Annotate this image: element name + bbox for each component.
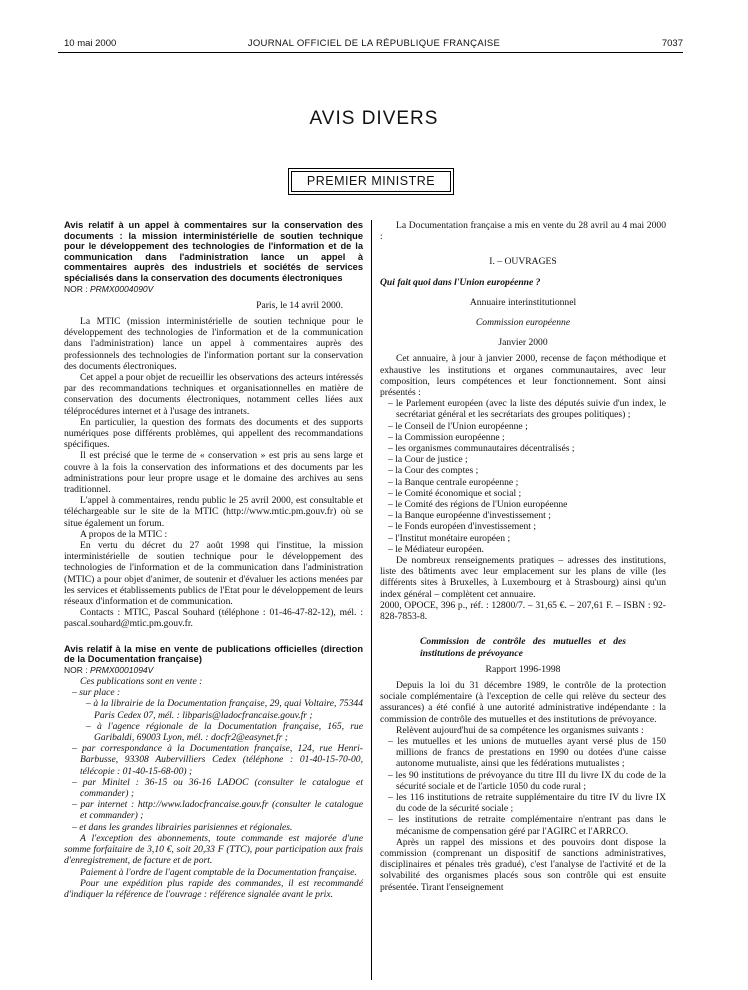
list-item: – l'Institut monétaire européen ; xyxy=(388,532,511,544)
article-2-para: A l'exception des abonnements, toute commande est majorée d'une somme forfaitaire de 3,10 €, soit 20,33 F (TTC), pour participation aux frais d'enregistrement, de facture et de port. xyxy=(64,832,363,867)
article-1-para: L'appel à commentaires, rendu public le 25 avril 2000, est consultable et téléchargeable sur le site de la MTIC (http://www.mtic.pm.gouv.fr) où se situe également un forum. xyxy=(64,495,363,529)
article-1-para: En vertu du décret du 27 août 1998 qui l'institue, la mission interministérielle de soutien technique pour le développement des technologies de l'information et de la communication dans l'administration (MTIC) a pour objet d'animer, de soutenir et d'évaluer les actions menées par les services et établissements publics de l'Etat pour le développement de leurs réseaux d'information et de communication. xyxy=(64,540,363,608)
article-2-para: Pour une expédition plus rapide des commandes, il est recommandé d'indiquer la référence de l'ouvrage : référence signalée avant le prix. xyxy=(64,877,363,900)
book-date: Janvier 2000 xyxy=(498,337,548,349)
article-2-intro: Ces publications sont en vente : xyxy=(80,676,203,688)
article-1-para: En particulier, la question des formats des documents et des supports numériques pose différents problèmes, qui appellent des recommandations spécifiques. xyxy=(64,416,363,451)
sales-intro: La Documentation française a mis en vente du 28 avril au 4 mai 2000 : xyxy=(380,220,666,243)
report-para: Après un rappel des missions et des pouvoirs dont dispose la commission (comprenant un dispositif de sanctions administratives, disciplinaires et pénales très gradué), c'est l'analyse de l'activité et de la solvabilité des organismes placés sous son contrôle qui est ensuite présentée. Tirant l'enseignement xyxy=(380,836,666,893)
list-item: – par correspondance à la Documentation française, 124, rue Henri-Barbusse, 93308 Aubervilliers Cedex (téléphone : 01-40-15-70-00, télécopie : 01-40-15-68-00) ; xyxy=(72,743,363,777)
list-item: – la Commission européenne ; xyxy=(388,431,505,443)
list-item: – sur place : xyxy=(72,687,121,699)
header-journal-title: JOURNAL OFFICIEL DE LA RÉPUBLIQUE FRANÇAISE xyxy=(247,38,501,49)
list-item: – les 90 institutions de prévoyance du titre III du livre IX du code de la sécurité sociale et de l'article 1050 du code rural ; xyxy=(388,769,666,792)
book-subtitle: Annuaire interinstitutionnel xyxy=(469,296,577,308)
left-column xyxy=(64,220,363,900)
book-title: Qui fait quoi dans l'Union européenne ? xyxy=(380,276,541,288)
book-publisher: Commission européenne xyxy=(475,317,571,329)
ministry-box xyxy=(288,168,454,195)
list-item: – les organismes communautaires décentralisés ; xyxy=(388,443,575,455)
article-1-para: La MTIC (mission interministérielle de soutien technique pour le développement des technologies de l'information et de la communication dans l'administration) lance un appel à commentaires auprès des professionnels des technologies de l'information portant sur la conservation des documents électroniques. xyxy=(64,315,363,372)
list-item: – la Cour de justice ; xyxy=(388,454,468,466)
article-1-contacts: Contacts : MTIC, Pascal Souhard (téléphone : 01-46-47-82-12), mél. : pascal.souhard@mtic.pm.gouv.fr. xyxy=(64,607,363,630)
list-item: – et dans les grandes librairies parisiennes et régionales. xyxy=(72,821,293,833)
section-heading-ouvrages: I. – OUVRAGES xyxy=(489,256,557,268)
nor-code: PRMX0001094V xyxy=(90,664,154,675)
article-2-title: Avis relatif à la mise en vente de publications officielles (direction de la Documentation française) xyxy=(64,643,363,665)
column-divider xyxy=(371,220,372,980)
sales-sublist xyxy=(64,698,363,743)
header-page-number: 7037 xyxy=(661,38,683,49)
list-item: – les 116 institutions de retraite supplémentaire du titre IV du livre IX du code de la sécurité sociale ; xyxy=(388,791,666,815)
sales-list xyxy=(64,687,363,698)
book-description: Cet annuaire, à jour à janvier 2000, recense de façon méthodique et exhaustive les institutions et organes communautaires, avec leur composition, leurs compétences et leur fonctionnement. Sont ainsi présentés : xyxy=(380,353,666,399)
right-column xyxy=(380,220,666,893)
sales-list-2 xyxy=(64,743,363,833)
article-2-nor xyxy=(64,665,363,676)
header-date: 10 mai 2000 xyxy=(64,38,117,49)
ministry-label: PREMIER MINISTRE xyxy=(291,171,451,192)
list-item: – la Banque centrale européenne ; xyxy=(388,476,519,488)
nor-label: NOR : xyxy=(64,664,88,675)
list-item: – la Banque européenne d'investissement ; xyxy=(388,510,551,522)
list-item: – par Minitel : 36-15 ou 36-16 LADOC (consulter le catalogue et commander) ; xyxy=(72,776,363,800)
list-item: – le Parlement européen (avec la liste des députés suivie d'un index, le secrétariat général et les secrétariats des groupes politiques) ; xyxy=(388,398,666,421)
nor-label: NOR : xyxy=(64,283,88,294)
list-item: – le Fonds européen d'investissement ; xyxy=(388,521,537,533)
article-1-title: Avis relatif à un appel à commentaires sur la conservation des documents : la mission interministérielle de soutien technique pour le développement des technologies de l'information et de la communication dans l'administration lance un appel à commentaires auprès des industriels et sociétés de services spécialisés dans la conservation des documents électroniques xyxy=(64,220,363,283)
list-item: – le Comité économique et social ; xyxy=(388,487,522,499)
list-item: – le Conseil de l'Union européenne ; xyxy=(388,420,528,432)
list-item: – les mutuelles et les unions de mutuelles ayant versé plus de 150 millions de francs de prestations en 1990 ou dotées d'une caisse autonome mutualiste, ainsi que les fédérations mutualistes ; xyxy=(388,735,666,770)
list-item: – le Médiateur européen. xyxy=(388,543,484,555)
article-1-para: A propos de la MTIC : xyxy=(80,528,168,540)
report-para: Depuis la loi du 31 décembre 1989, le contrôle de la protection sociale complémentaire (à l'exception de celle qui relève du secteur des assurances) a été confié à une autorité administrative indépendante : la commission de contrôle des mutuelles et des institutions de prévoyance. xyxy=(380,679,666,725)
book-after: De nombreux renseignements pratiques – adresses des institutions, liste des bâtiments avec leur emplacement sur les plans de ville (les différents sites à Bruxelles, à Luxembourg et à Strasbourg) ainsi qu'un index général – complètent cet annuaire. xyxy=(380,555,666,600)
article-1-para: Cet appel a pour objet de recueillir les observations des acteurs intéressés par des recommandations techniques et organisationnelles en matière de conservation des documents électroniques, notamment celles liées aux téléprocédures internet et à l'usage des intranets. xyxy=(64,371,363,417)
header-rule xyxy=(58,52,683,53)
list-item: – par internet : http://www.ladocfrancaise.gouv.fr (consulter le catalogue et commander) ; xyxy=(72,799,363,822)
book-reference: 2000, OPOCE, 396 p., réf. : 12800/7. – 31,65 €. – 207,61 F. – ISBN : 92-828-7853-8. xyxy=(380,599,666,623)
list-item: – le Comité des régions de l'Union européenne xyxy=(388,499,568,511)
list-item: – à l'agence régionale de la Documentation française, 165, rue Garibaldi, 69003 Lyon, mél. : docfr2@easynet.fr ; xyxy=(86,720,363,744)
nor-code: PRMX0004090V xyxy=(90,283,154,294)
report-para: Relèvent aujourd'hui de sa compétence les organismes suivants : xyxy=(396,724,644,736)
institutions-list xyxy=(380,398,666,555)
commission-title: Commission de contrôle des mutuelles et des institutions de prévoyance xyxy=(420,636,626,659)
report-title: Rapport 1996-1998 xyxy=(485,663,561,675)
article-1-para: Il est précisé que le terme de « conservation » est pris au sens large et couvre à la fois la conservation des informations et des documents par les administrations pour leur propre usage et le domaine des archives au sens traditionnel. xyxy=(64,450,363,496)
article-2-para: Paiement à l'ordre de l'agent comptable de la Documentation française. xyxy=(80,866,357,878)
list-item: – les institutions de retraite complémentaire n'entrant pas dans le mécanisme de compensation géré par l'AGIRC et l'ARRCO. xyxy=(388,814,666,837)
list-item: – la Cour des comptes ; xyxy=(388,465,479,477)
article-1-nor xyxy=(64,284,363,295)
organisms-list xyxy=(380,736,666,837)
article-1-dateline: Paris, le 14 avril 2000. xyxy=(256,299,343,311)
section-title: AVIS DIVERS xyxy=(309,108,439,129)
list-item: – à la librairie de la Documentation française, 29, quai Voltaire, 75344 Paris Cedex 07, mél. : libparis@ladocfrancaise.gouv.fr ; xyxy=(86,698,363,721)
